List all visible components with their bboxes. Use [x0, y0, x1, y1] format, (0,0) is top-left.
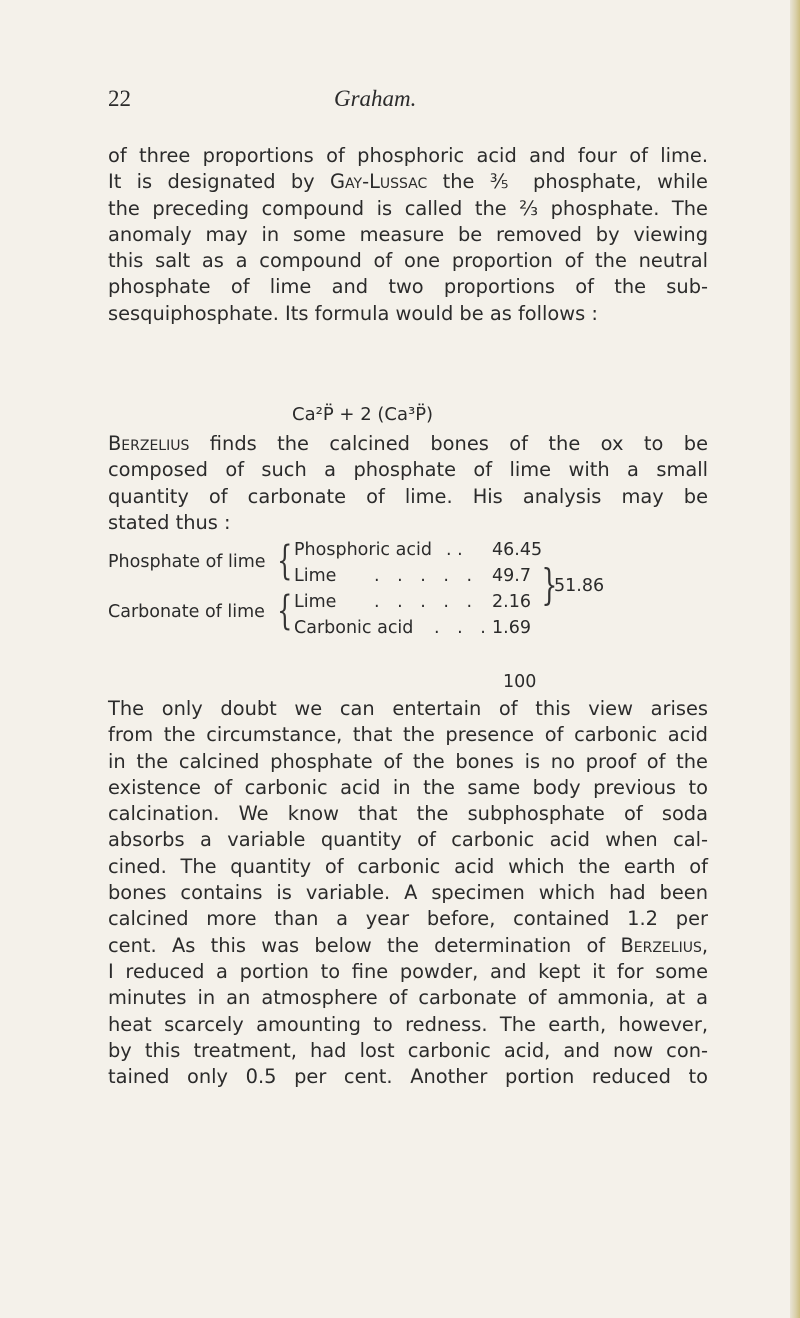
row-value: 46.45: [492, 540, 543, 560]
row-dots: . . .: [434, 618, 492, 638]
chemical-formula: Ca²P̈ + 2 (Ca³P̈): [292, 404, 434, 425]
text-line: heat scarcely amounting to redness. The earth, however,: [108, 1012, 708, 1036]
text-line: quantity of carbonate of lime. His analysis may be: [108, 484, 708, 508]
text-line: this salt as a compound of one proportion of the neutral: [108, 249, 708, 273]
text-line: absorbs a variable quantity of carbonic acid when cal-: [108, 828, 708, 852]
row-dots: . . . . .: [374, 592, 479, 612]
row-value: 1.69: [492, 618, 531, 638]
running-head: Graham.: [334, 86, 417, 111]
text-line: bones contains is variable. A specimen which had been: [108, 881, 708, 905]
row-dots: . . . . .: [374, 566, 479, 586]
text-line: the preceding compound is called the ⅔ phosphate. The: [108, 196, 708, 220]
row-value: 2.16: [492, 592, 531, 612]
page-number: 22: [108, 86, 131, 111]
text-line: cined. The quantity of carbonic acid which the earth of: [108, 854, 708, 878]
text-line: The only doubt we can entertain of this view arises: [108, 697, 708, 720]
text-line: calcination. We know that the subphosphate of soda: [108, 802, 708, 826]
row-name: Carbonic acid: [294, 618, 414, 638]
text-line: calcined more than a year before, contained 1.2 per: [108, 907, 708, 931]
text-line: by this treatment, had lost carbonic acid, and now con-: [108, 1038, 708, 1062]
text-line: minutes in an atmosphere of carbonate of ammonia, at a: [108, 986, 708, 1010]
page-edge: [790, 0, 800, 1318]
text-line: I reduced a portion to fine powder, and kept it for some: [108, 959, 708, 983]
group-label-phosphate: Phosphate of lime: [108, 552, 266, 572]
text-line: existence of carbonic acid in the same body previous to: [108, 775, 708, 799]
text-line: of three proportions of phosphoric acid and four of lime.: [108, 144, 708, 167]
paragraph-3: [108, 696, 708, 1090]
group-label-carbonate: Carbonate of lime: [108, 602, 265, 622]
row-name: Phosphoric acid: [294, 540, 432, 560]
text-line: composed of such a phosphate of lime with a small: [108, 458, 708, 482]
text-line: stated thus :: [108, 510, 231, 534]
text-line: anomaly may in some measure be removed by viewing: [108, 222, 708, 246]
subtotal-value: 51.86: [554, 576, 605, 596]
text-line: tained only 0.5 per cent. Another portion reduced to: [108, 1065, 708, 1089]
brace-icon: {: [277, 588, 293, 634]
text-line: cent. As this was below the determination of Berzelius,: [108, 933, 708, 957]
paragraph-1: [108, 143, 708, 327]
paragraph-2: [108, 431, 708, 536]
text-line: Berzelius finds the calcined bones of the ox to be: [108, 432, 708, 455]
total-value: 100: [503, 672, 537, 692]
author-name: Berzelius: [108, 432, 190, 455]
text-line: sesquiphosphate. Its formula would be as follows :: [108, 301, 598, 325]
author-name: Gay-Lussac: [330, 170, 428, 194]
text-line: It is designated by Gay-Lussac the ⅗ phosphate, while: [108, 170, 708, 194]
page-header: [108, 86, 708, 116]
text-line: in the calcined phosphate of the bones is no proof of the: [108, 749, 708, 773]
brace-icon: {: [277, 538, 293, 584]
row-name: Lime: [294, 566, 337, 586]
closing-brace-icon: }: [541, 560, 558, 609]
text-line: from the circumstance, that the presence of carbonic acid: [108, 723, 708, 747]
row-value: 49.7: [492, 566, 531, 586]
text-line: phosphate of lime and two proportions of the sub-: [108, 275, 708, 299]
row-dots: . .: [446, 540, 463, 560]
row-name: Lime: [294, 592, 337, 612]
author-name: Berzelius: [620, 933, 702, 957]
